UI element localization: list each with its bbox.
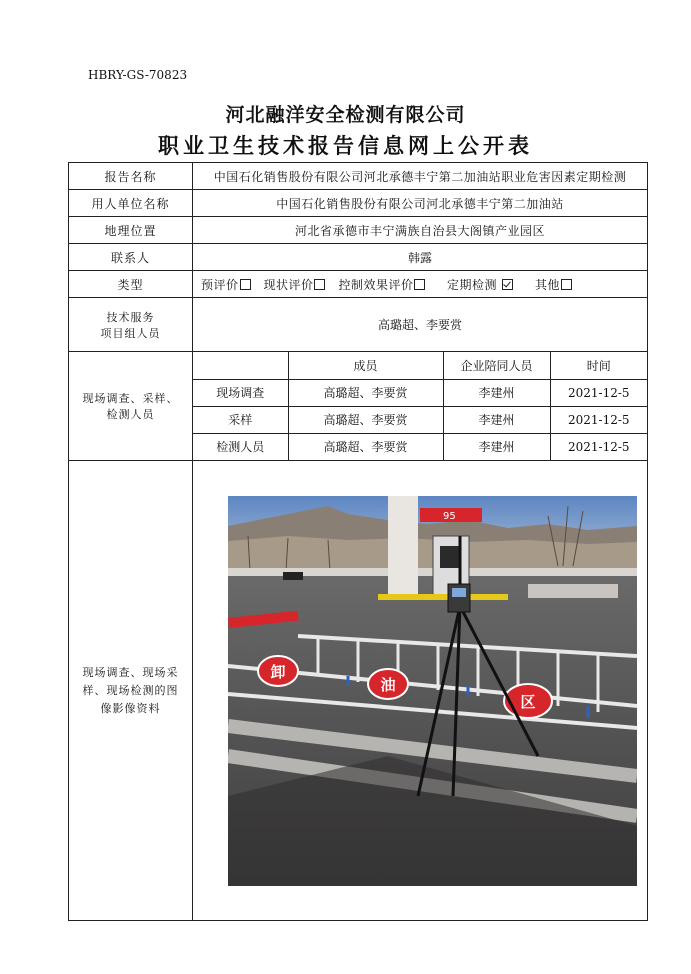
row-employer: [69, 190, 648, 217]
location-label: 地理位置: [69, 217, 193, 244]
table-row: [193, 406, 647, 433]
document-code: HBRY-GS-70823: [88, 68, 188, 82]
table-row: [193, 433, 647, 460]
gas-station-photo: [228, 496, 637, 886]
survey-date: 2021-12-5: [550, 379, 647, 406]
survey-header-row: [193, 352, 647, 379]
row-type: [69, 271, 648, 298]
type-option-status-evaluation: 现状评价: [263, 278, 325, 292]
survey-label: 现场调查、采样、 检测人员: [69, 352, 193, 461]
site-photo: [228, 496, 637, 886]
survey-members: 高璐超、李要赏: [288, 433, 443, 460]
survey-members: 高璐超、李要赏: [288, 406, 443, 433]
images-label: 现场调查、现场采 样、现场检测的图 像影像资料: [69, 461, 193, 921]
company-name: 河北融洋安全检测有限公司: [225, 104, 466, 126]
team-label: 技术服务 项目组人员: [69, 298, 193, 352]
survey-header-blank: [193, 352, 288, 379]
survey-escort: 李建州: [443, 406, 550, 433]
type-option-control-evaluation: 控制效果评价: [338, 278, 425, 292]
survey-header-escort: 企业陪同人员: [443, 352, 550, 379]
employer-value: 中国石化销售股份有限公司河北承德丰宁第二加油站: [193, 190, 648, 217]
type-label: 类型: [69, 271, 193, 298]
type-options: [193, 271, 648, 298]
survey-subtable: [193, 352, 647, 460]
survey-role: 采样: [193, 406, 288, 433]
row-report-name: [69, 163, 648, 190]
employer-label: 用人单位名称: [69, 190, 193, 217]
survey-role: 现场调查: [193, 379, 288, 406]
location-value: 河北省承德市丰宁满族自治县大阁镇产业园区: [193, 217, 648, 244]
report-name-label: 报告名称: [69, 163, 193, 190]
checkbox-icon: [414, 279, 425, 290]
survey-escort: 李建州: [443, 379, 550, 406]
price-sign-text: 95: [443, 511, 456, 522]
type-option-other: 其他: [535, 278, 572, 292]
checkbox-icon: [240, 279, 251, 290]
row-team: [69, 298, 648, 352]
barrier-sign-3: 区: [520, 693, 536, 711]
survey-header-members: 成员: [288, 352, 443, 379]
type-option-periodic-detection: 定期检测: [447, 278, 513, 292]
survey-role: 检测人员: [216, 440, 265, 455]
type-option-pre-evaluation: 预评价: [201, 278, 251, 292]
report-name-value: 中国石化销售股份有限公司河北承德丰宁第二加油站职业危害因素定期检测: [193, 163, 648, 190]
survey-date: 2021-12-5: [550, 433, 647, 460]
team-value: 高璐超、李要赏: [193, 298, 648, 352]
survey-escort: 李建州: [443, 433, 550, 460]
survey-header-date: 时间: [550, 352, 647, 379]
survey-date: 2021-12-5: [550, 406, 647, 433]
contact-label: 联系人: [69, 244, 193, 271]
row-location: [69, 217, 648, 244]
row-contact: [69, 244, 648, 271]
survey-members: 高璐超、李要赏: [288, 379, 443, 406]
barrier-sign-2: 油: [380, 676, 396, 694]
checkbox-icon: [314, 279, 325, 290]
barrier-sign-1: 卸: [270, 663, 286, 681]
checkbox-icon: [561, 279, 572, 290]
table-row: [193, 379, 647, 406]
row-survey: [69, 352, 648, 461]
checked-checkbox-icon: [502, 279, 513, 290]
page-title: 职业卫生技术报告信息网上公开表: [158, 133, 533, 158]
contact-value: 韩露: [193, 244, 648, 271]
